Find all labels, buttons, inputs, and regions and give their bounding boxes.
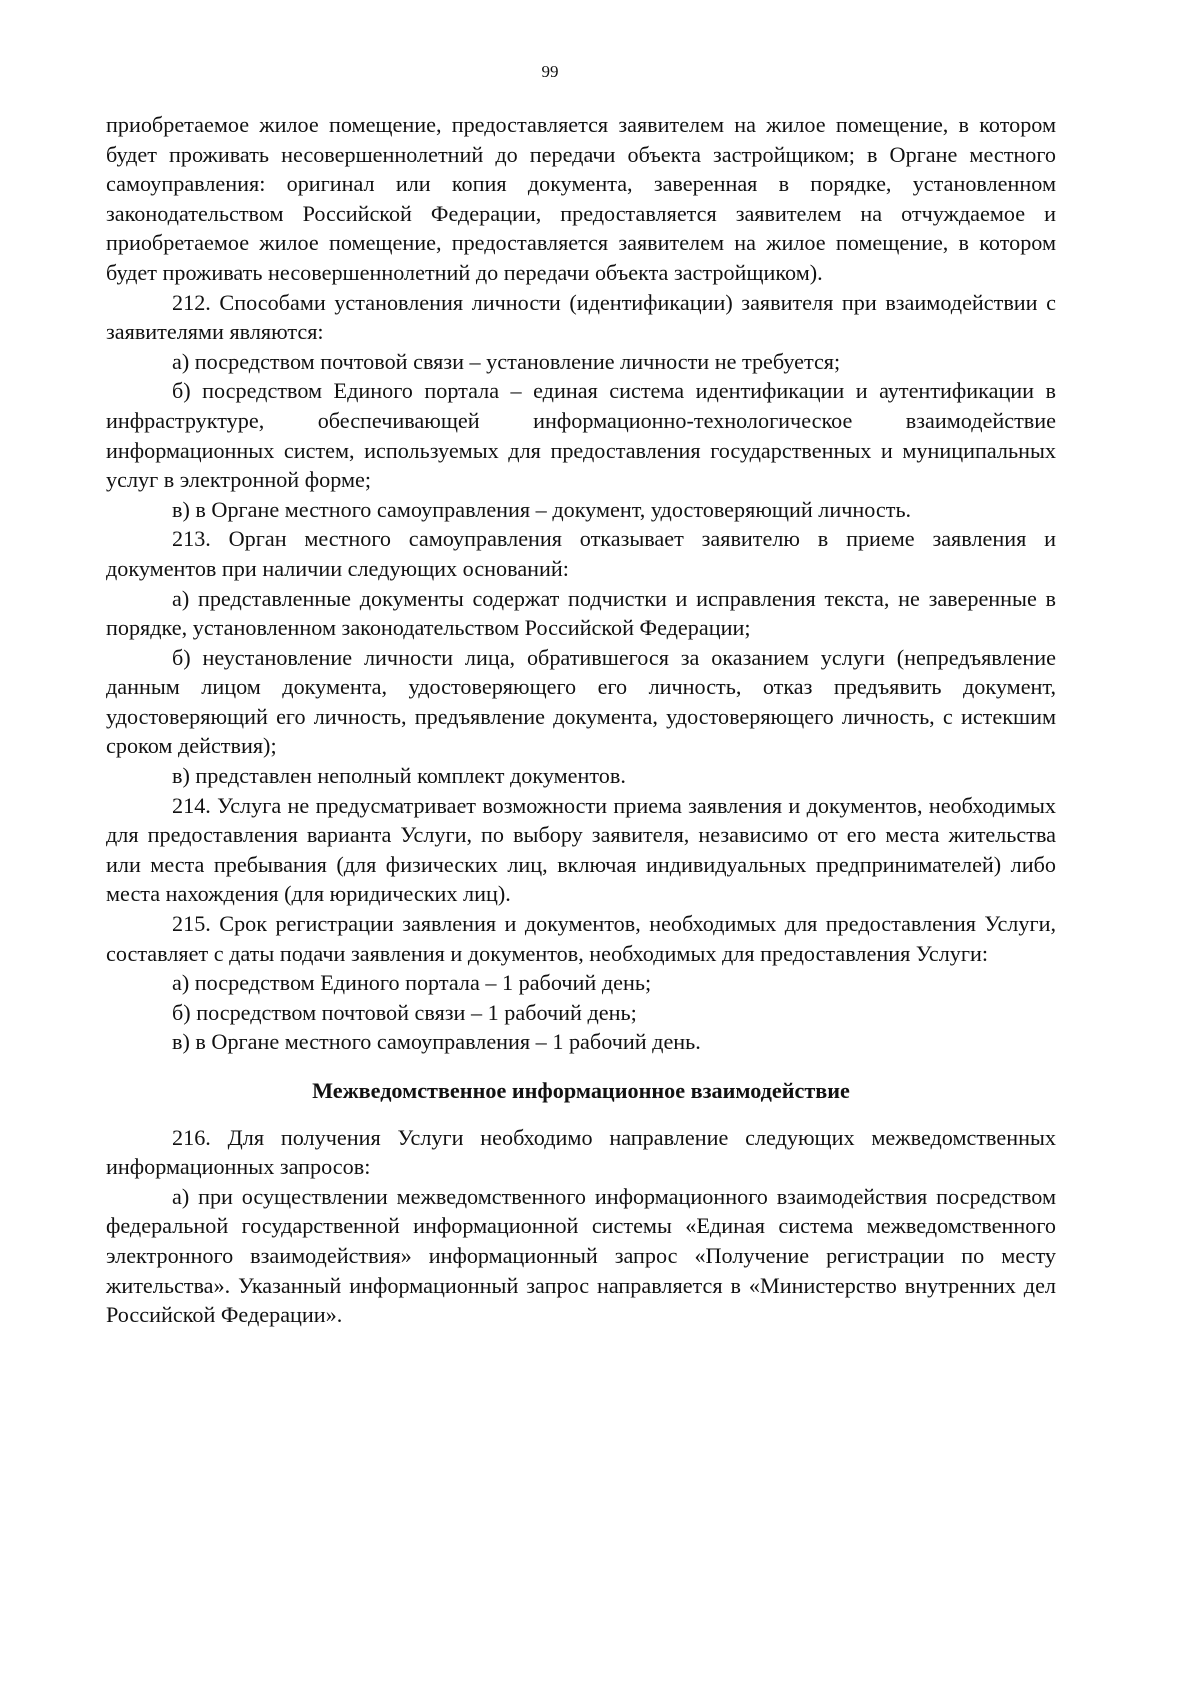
paragraph-214: 214. Услуга не предусматривает возможности приема заявления и документов, необходимых для предоставления варианта Услуги, по выбору заявителя, независимо от его места жительства или места пребывания (для физических лиц, включая индивидуальных предпринимателей) либо места нахождения (для юридических лиц). (106, 792, 1056, 907)
paragraph-215-v: в) в Органе местного самоуправления – 1 рабочий день. (172, 1029, 701, 1055)
paragraph-215-b: б) посредством почтовой связи – 1 рабочий день; (172, 999, 637, 1025)
paragraph-216-a: а) при осуществлении межведомственного информационного взаимодействия посредством федеральной государственной информационной системы «Единая система межведомственного электронного взаимодействия» информационный запрос «Получение регистрации по месту жительства». Указанный информационный запрос направляется в «Министерство внутренних дел Российской Федерации». (106, 1183, 1056, 1328)
paragraph-215-a: а) посредством Единого портала – 1 рабочий день; (172, 970, 652, 996)
document-body (106, 110, 1056, 1330)
paragraph-215: 215. Срок регистрации заявления и документов, необходимых для предоставления Услуги, составляет с даты подачи заявления и документов, необходимых для предоставления Услуги: (106, 911, 1056, 966)
page-number: 99 (541, 62, 559, 81)
paragraph-212-a: а) посредством почтовой связи – установление личности не требуется; (172, 348, 841, 374)
paragraph-212-b: б) посредством Единого портала – единая система идентификации и аутентификации в инфраструктуре, обеспечивающей информационно-технологическое взаимодействие информационных систем, используемых для предоставления государственных и муниципальных услуг в электронной форме; (106, 378, 1056, 493)
paragraph-216: 216. Для получения Услуги необходимо направление следующих межведомственных информационных запросов: (106, 1124, 1056, 1180)
paragraph-213-b: б) неустановление личности лица, обратившегося за оказанием услуги (непредъявление данным лицом документа, удостоверяющего его личность, отказ предъявить документ, удостоверяющий его личность, предъявление документа, удостоверяющего личность, с истекшим сроком действия); (106, 644, 1056, 759)
paragraph-213: 213. Орган местного самоуправления отказывает заявителю в приеме заявления и документов при наличии следующих оснований: (106, 526, 1056, 581)
paragraph-continuation: приобретаемое жилое помещение, предоставляется заявителем на жилое помещение, в котором будет проживать несовершеннолетний до передачи объекта застройщиком; в Органе местного самоуправления: оригинал или копия документа, заверенная в порядке, установленном законодательством Российской Федерации, предоставляется заявителем на отчуждаемое и приобретаемое жилое помещение, предоставляется заявителем на жилое помещение, в котором будет проживать несовершеннолетний до передачи объекта застройщиком). (106, 112, 1056, 285)
paragraph-213-v: в) представлен неполный комплект документов. (172, 763, 626, 789)
section-heading: Межведомственное информационное взаимодействие (312, 1078, 850, 1103)
paragraph-213-a: а) представленные документы содержат подчистки и исправления текста, не заверенные в порядке, установленном законодательством Российской Федерации; (106, 585, 1056, 641)
paragraph-212: 212. Способами установления личности (идентификации) заявителя при взаимодействии с заявителями являются: (106, 289, 1056, 345)
paragraph-212-v: в) в Органе местного самоуправления – документ, удостоверяющий личность. (172, 496, 912, 522)
